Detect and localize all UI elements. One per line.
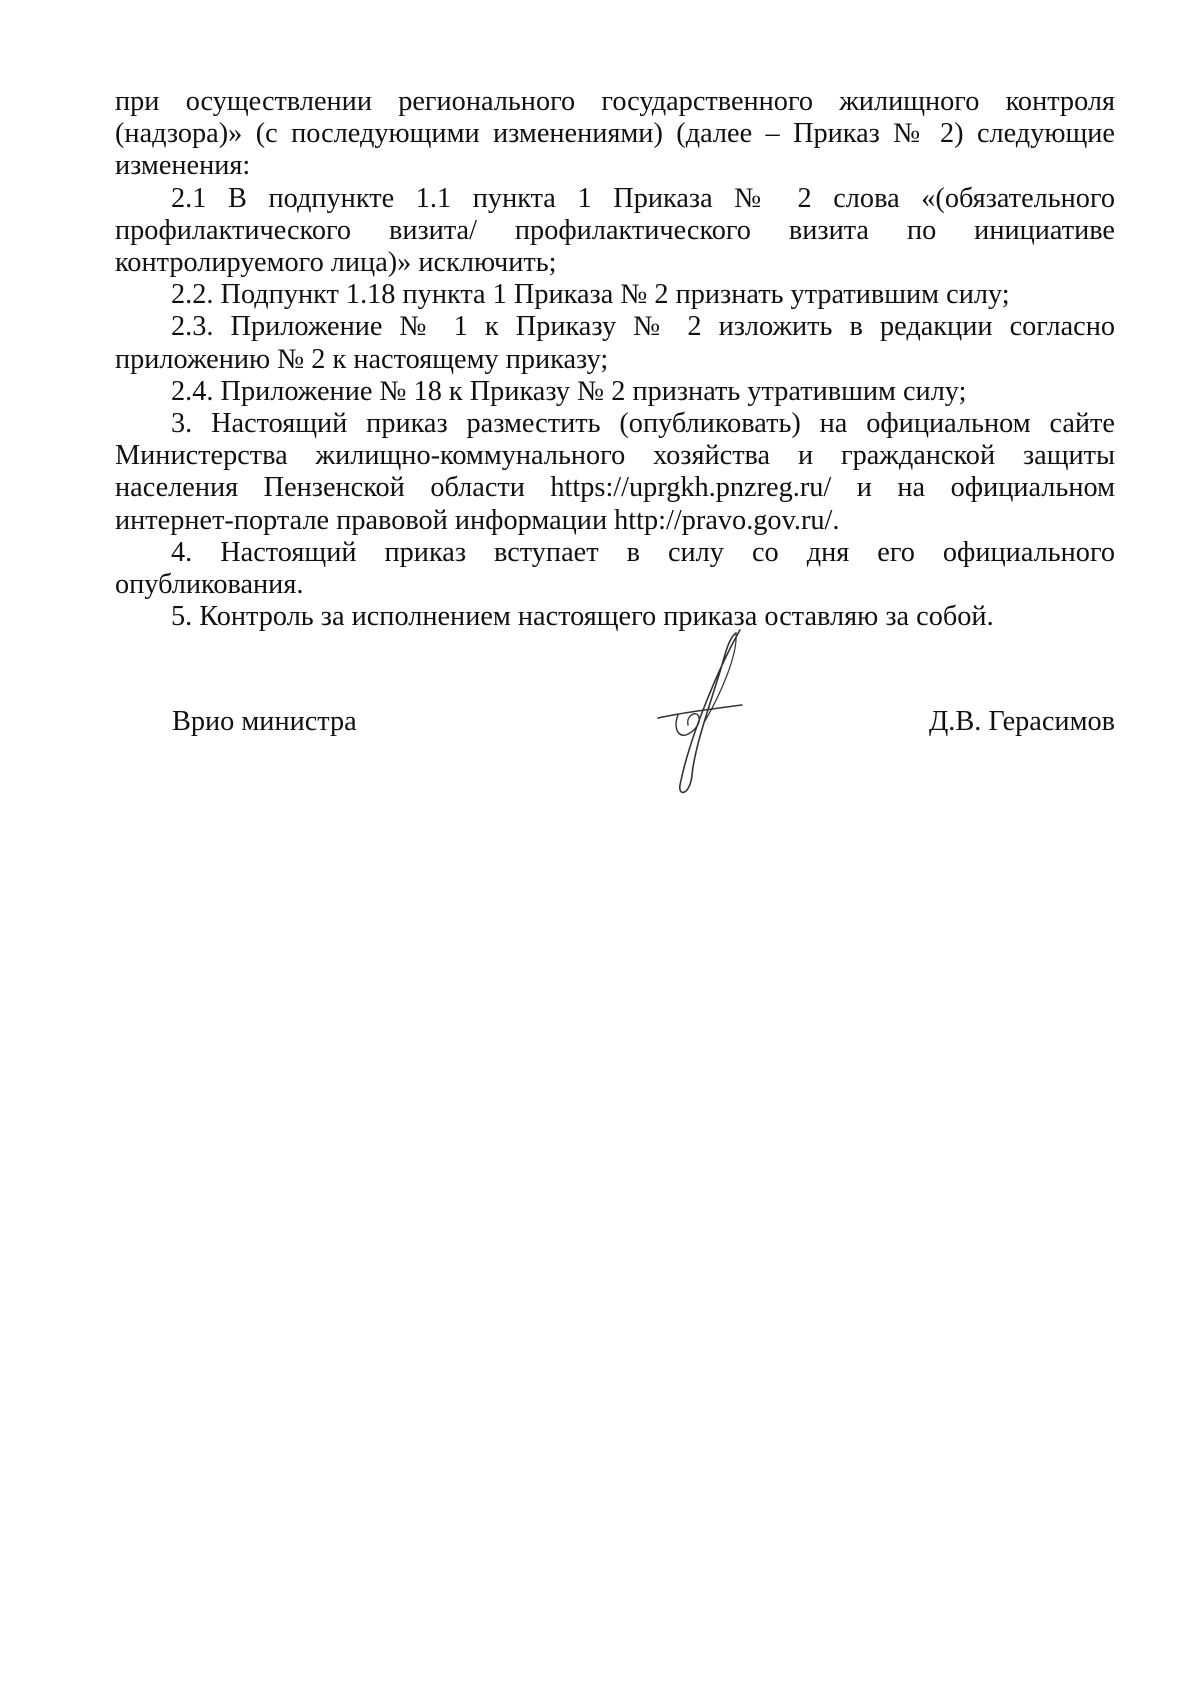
paragraph-2-3: 2.3. Приложение № 1 к Приказу № 2 изложить в редакции согласно приложению № 2 к настоящему приказу; <box>115 311 1115 375</box>
paragraph-4: 4. Настоящий приказ вступает в силу со дня его официального опубликования. <box>115 536 1115 601</box>
signatory-position: Врио министра <box>172 706 357 737</box>
paragraph-2-1: 2.1 В подпункте 1.1 пункта 1 Приказа № 2 слова «(обязательного профилактического визита/ профилактического визита по инициативе контролируемого лица)» исключить; <box>115 182 1115 279</box>
paragraph-2-2: 2.2. Подпункт 1.18 пункта 1 Приказа № 2 признать утратившим силу; <box>171 279 1010 311</box>
paragraph-5: 5. Контроль за исполнением настоящего приказа оставляю за собой. <box>171 601 994 633</box>
handwritten-signature-icon <box>650 625 750 805</box>
paragraph-intro-continuation: при осуществлении регионального государственного жилищного контроля (надзора)» (с последующими изменениями) (далее – Приказ № 2) следующие изменения: <box>115 86 1115 182</box>
document-body <box>115 86 1115 633</box>
paragraph-2-4: 2.4. Приложение № 18 к Приказу № 2 признать утратившим силу; <box>171 375 967 407</box>
signatory-name: Д.В. Герасимов <box>929 706 1115 737</box>
paragraph-3: 3. Настоящий приказ разместить (опубликовать) на официальном сайте Министерства жилищно-коммунального хозяйства и гражданской защиты населения Пензенской области https://uprgkh.pnzreg.ru/ и на официальном интернет-портале правовой информации http://pravo.gov.ru/. <box>115 408 1115 536</box>
